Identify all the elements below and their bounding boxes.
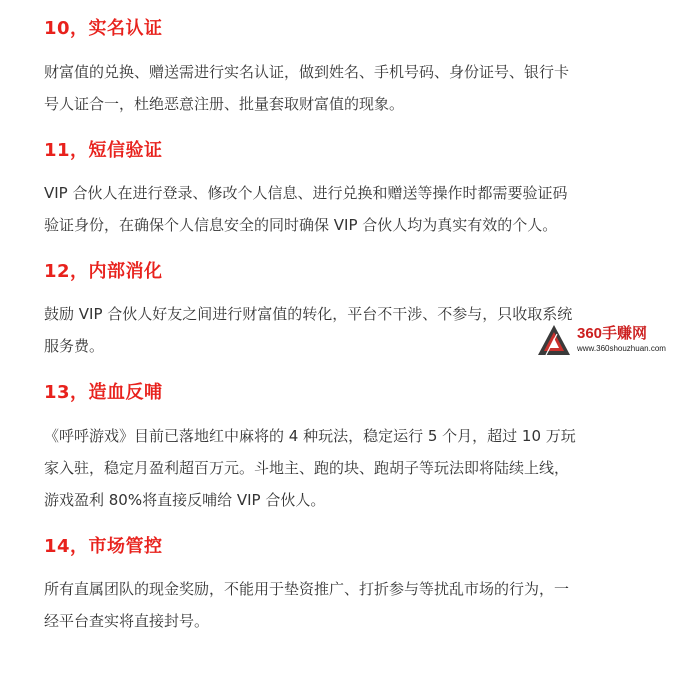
triangle-logo-icon — [537, 324, 571, 360]
body-line: 财富值的兑换、赠送需进行实名认证，做到姓名、手机号码、身份证号、银行卡 — [44, 63, 570, 81]
section-heading-13: 13，造血反哺 — [44, 382, 163, 403]
section-heading-11: 11，短信验证 — [44, 140, 163, 161]
body-line: 所有直属团队的现金奖励，不能用于垫资推广、打折参与等扰乱市场的行为，一 — [44, 580, 570, 598]
section-body-11 — [44, 177, 644, 241]
section-body-14 — [44, 573, 644, 637]
section-body-10 — [44, 56, 644, 120]
body-line: 服务费。 — [44, 337, 105, 355]
body-line: 验证身份，在确保个人信息安全的同时确保 VIP 合伙人均为真实有效的个人。 — [44, 216, 558, 234]
watermark-url: www.360shouzhuan.com — [577, 344, 666, 353]
site-watermark — [537, 322, 683, 358]
watermark-brand: 360手赚网 — [577, 325, 648, 342]
section-heading-12: 12，内部消化 — [44, 261, 163, 282]
body-line: VIP 合伙人在进行登录、修改个人信息、进行兑换和赠送等操作时都需要验证码 — [44, 184, 568, 202]
body-line: 经平台查实将直接封号。 — [44, 612, 210, 630]
section-heading-14: 14，市场管控 — [44, 536, 163, 557]
section-heading-10: 10，实名认证 — [44, 18, 163, 39]
body-line: 家入驻，稳定月盈利超百万元。斗地主、跑的块、跑胡子等玩法即将陆续上线， — [44, 459, 570, 477]
body-line: 鼓励 VIP 合伙人好友之间进行财富值的转化，平台不干涉、不参与，只收取系统 — [44, 305, 573, 323]
body-line: 游戏盈利 80%将直接反哺给 VIP 合伙人。 — [44, 491, 326, 509]
body-line: 《呼呼游戏》目前已落地红中麻将的 4 种玩法，稳定运行 5 个月，超过 10 万玩 — [44, 427, 576, 445]
body-line: 号人证合一，杜绝恶意注册、批量套取财富值的现象。 — [44, 95, 405, 113]
section-body-13 — [44, 420, 644, 516]
